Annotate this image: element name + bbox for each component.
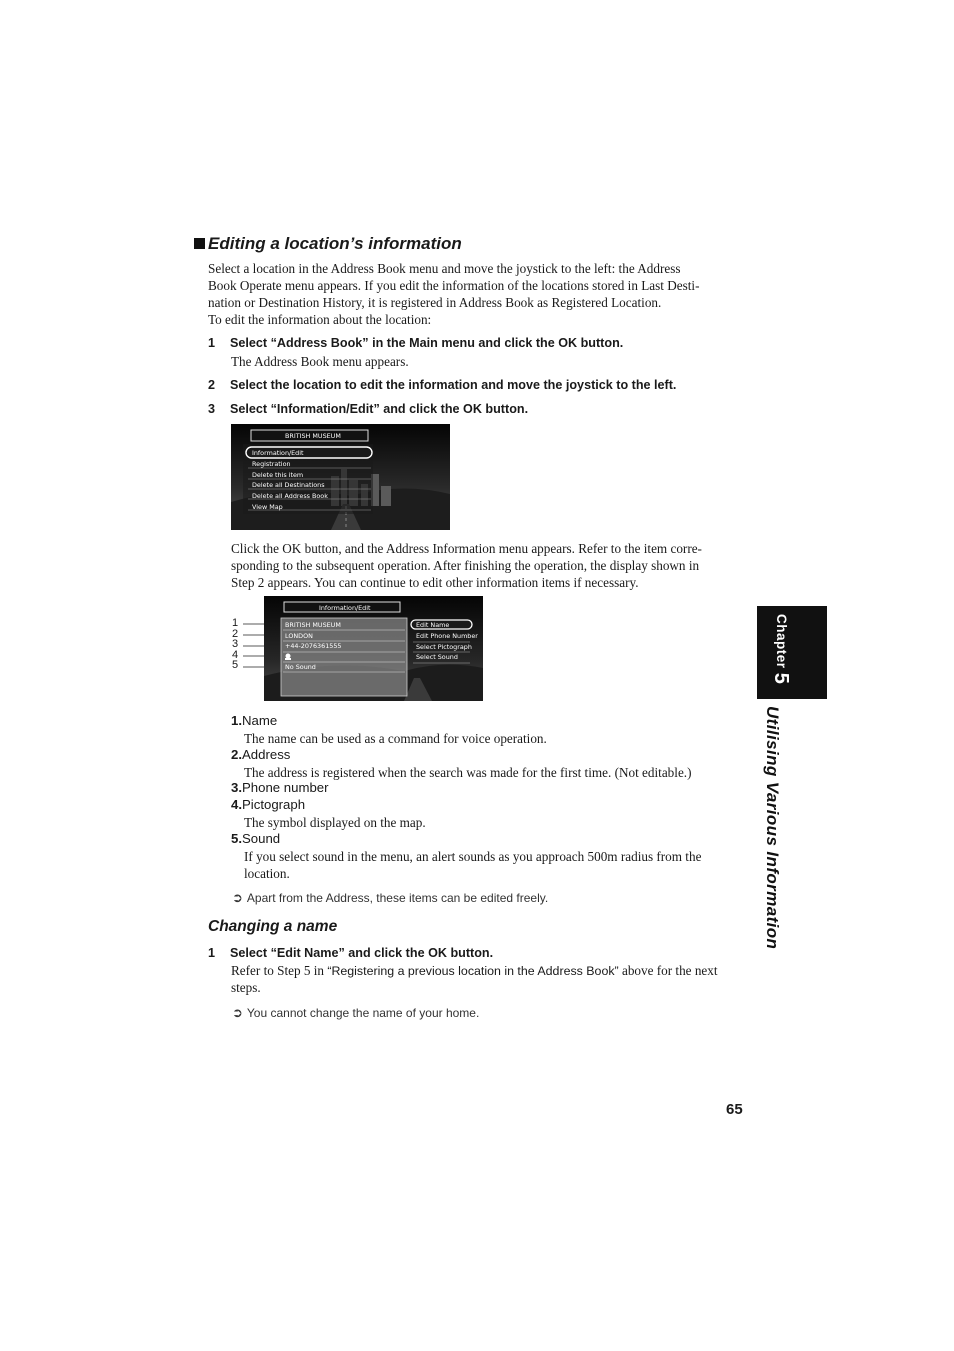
name-step-detail: Refer to Step 5 in “Registering a previous location in the Address Book” above for the next [231,963,718,978]
screen1-item-delete-destinations: Delete all Destinations [252,481,325,489]
hook-arrow-icon: ➲ [232,1005,243,1020]
screen2-menu-edit-name: Edit Name [416,621,450,629]
intro-paragraph [208,260,748,328]
screen1-title: BRITISH MUSEUM [285,432,341,440]
name-step-detail-line2: steps. [231,980,261,995]
callout-2: 2 [232,627,239,640]
intro-line: Book Operate menu appears. If you edit the information of the locations stored in Last Desti- [208,278,700,293]
cross-reference: “Registering a previous location in the Address Book” [327,964,619,978]
step-1-detail: The Address Book menu appears. [231,354,409,369]
page-number: 65 [726,1101,743,1118]
square-bullet-icon [194,238,205,249]
item-4-label: 4.Pictograph [231,797,306,812]
chapter-tab [757,606,827,699]
chapter-number: 5 [770,672,792,685]
note-2: ➲ You cannot change the name of your home. [232,1005,480,1020]
chapter-side-title: Utilising Various Information [763,706,782,950]
callout-3: 3 [232,638,239,651]
screen2-menu-select-sound: Select Sound [416,653,458,661]
screen2-menu-select-pictograph: Select Pictograph [416,643,472,651]
item-2-desc: The address is registered when the search was made for the first time. (Not editable.) [244,765,692,780]
item-5-desc-1: If you select sound in the menu, an alert sounds as you approach 500m radius from the [244,849,702,864]
screen1-item-view-map: View Map [252,503,283,511]
name-step-1: 1 Select “Edit Name” and click the OK button. [208,946,494,960]
callout-1: 1 [232,617,239,629]
screen2-field-address: LONDON [285,632,313,640]
after-line: Step 2 appears. You can continue to edit other information items if necessary. [231,575,639,590]
screen1-item-information-edit: Information/Edit [252,449,304,457]
after-line: sponding to the subsequent operation. After finishing the operation, the display shown in [231,558,700,573]
item-4-desc: The symbol displayed on the map. [244,815,426,830]
callout-4: 4 [232,648,239,661]
step-2: 2 Select the location to edit the information and move the joystick to the left. [208,378,677,392]
step-1: 1 Select “Address Book” in the Main menu and click the OK button. [208,336,624,350]
item-1-desc: The name can be used as a command for voice operation. [244,731,547,746]
screen2-field-sound: No Sound [285,663,316,671]
address-book-operate-screenshot [231,424,450,530]
item-5-desc-2: location. [244,866,290,881]
screen2-field-name: BRITISH MUSEUM [285,621,341,629]
intro-line: To edit the information about the location: [208,312,432,327]
section-title: Editing a location’s information [194,234,462,254]
chapter-label: Chapter 5 [770,614,792,685]
hook-arrow-icon: ➲ [232,890,243,905]
intro-line: Select a location in the Address Book menu and move the joystick to the left: the Address [208,261,681,276]
callout-numbers [232,618,238,671]
screen1-item-registration: Registration [252,460,291,468]
item-5-label: 5.Sound [231,831,281,846]
step-3: 3 Select “Information/Edit” and click the OK button. [208,402,529,416]
screen1-item-delete-address-book: Delete all Address Book [252,492,328,500]
item-2-label: 2.Address [231,747,291,762]
screen2-field-phone: +44-2076361555 [285,642,342,650]
after-paragraph [231,540,751,591]
after-line: Click the OK button, and the Address Information menu appears. Refer to the item corre- [231,541,702,556]
item-1-label: 1.Name [231,713,278,728]
callout-5: 5 [232,659,239,672]
intro-line: nation or Destination History, it is registered in Address Book as Registered Location. [208,295,662,310]
subsection-title: Changing a name [208,918,338,935]
screen1-item-delete-this: Delete this item [252,471,304,479]
information-edit-screenshot [264,596,483,701]
screen2-menu-edit-phone: Edit Phone Number [416,632,478,640]
item-3-label: 3.Phone number [231,780,329,795]
note-1: ➲ Apart from the Address, these items can be edited freely. [232,890,549,905]
screen2-title: Information/Edit [319,604,371,612]
